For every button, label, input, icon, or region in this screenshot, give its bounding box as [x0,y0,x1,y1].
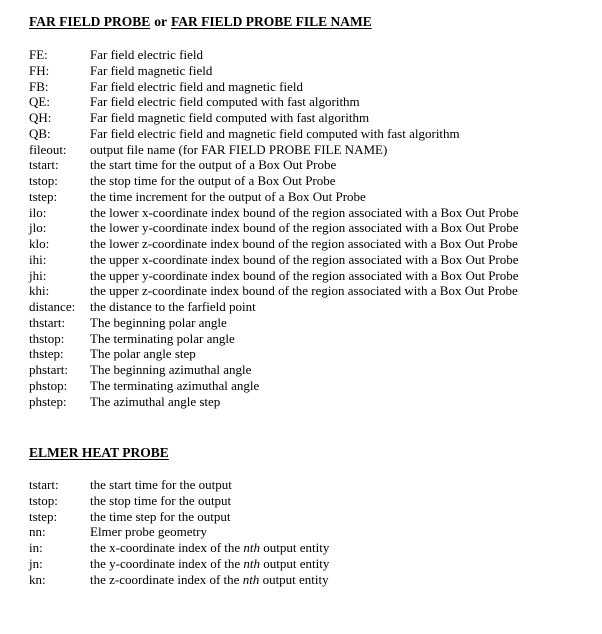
param-description: Elmer probe geometry [90,524,207,540]
param-term: tstep: [29,188,58,204]
param-term: ilo: [29,204,47,220]
desc-italic-nth: nth [242,571,260,587]
param-description [90,572,589,588]
definition-row [29,126,589,142]
param-term: tstop: [29,492,58,508]
param-description: The terminating polar angle [90,330,235,346]
param-description: The azimuthal angle step [90,393,221,409]
param-term: jhi: [29,267,47,283]
elmer-definition-list [29,477,589,587]
definition-row [29,94,589,110]
definition-row [29,346,589,362]
param-description: the start time for the output [90,477,232,492]
definition-row [29,394,589,410]
param-term: distance: [29,299,76,314]
definition-row [29,477,589,493]
definition-row [29,205,589,221]
param-description: The beginning polar angle [90,314,227,330]
definition-row [29,331,589,347]
param-term: tstep: [29,508,58,524]
desc-text-pre: the y-coordinate index of the [90,555,244,571]
definition-row [29,142,589,158]
definition-row [29,315,589,331]
param-description [90,556,589,572]
far-field-definition-list [29,47,589,409]
elmer-heading [29,445,169,461]
definition-row [29,173,589,189]
param-description: the time step for the output [90,508,231,524]
far-field-title: FAR FIELD PROBE [29,14,151,29]
param-term: kn: [29,571,46,587]
definition-row [29,220,589,236]
definition-row [29,524,589,540]
param-description: the time increment for the output of a Box Out Probe [90,188,366,204]
definition-row [29,509,589,525]
param-term: FH: [29,62,50,78]
param-term: thstop: [29,330,65,346]
param-term: fileout: [29,141,67,157]
param-term: phstop: [29,377,68,393]
definition-row [29,283,589,299]
definition-row [29,378,589,394]
param-term: khi: [29,283,50,299]
param-term: phstep: [29,393,67,409]
param-description: the start time for the output of a Box Out Probe [90,157,337,173]
param-description: Far field electric field [90,47,203,62]
definition-row [29,362,589,378]
param-term: nn: [29,524,46,540]
definition-row [29,63,589,79]
desc-text-pre: the z-coordinate index of the [90,571,243,587]
param-description: the distance to the farfield point [90,299,256,314]
param-description: Far field electric field and magnetic field [90,78,303,94]
desc-text-pre: the x-coordinate index of the [90,540,244,555]
definition-row [29,47,589,63]
param-term: tstop: [29,173,58,188]
param-description: the lower x-coordinate index bound of the region associated with a Box Out Probe [90,204,519,220]
param-term: QB: [29,125,51,141]
definition-row [29,268,589,284]
definition-row [29,252,589,268]
param-description: the lower z-coordinate index bound of the region associated with a Box Out Probe [90,236,518,251]
param-term: phstart: [29,362,68,377]
desc-italic-nth: nth [243,555,261,571]
param-description: the upper y-coordinate index bound of the region associated with a Box Out Probe [90,267,519,283]
desc-italic-nth: nth [243,540,261,555]
param-description: output file name (for FAR FIELD PROBE FILE NAME) [90,141,388,157]
param-term: tstart: [29,477,59,492]
param-description: Far field electric field computed with fast algorithm [90,94,360,110]
definition-row [29,189,589,205]
param-term: thstart: [29,314,66,330]
param-description [90,540,589,556]
param-description: the lower y-coordinate index bound of the region associated with a Box Out Probe [90,220,519,236]
desc-text-post: output entity [259,571,329,587]
param-term: tstart: [29,157,59,173]
far-field-file-name-title: FAR FIELD PROBE FILE NAME [171,14,372,29]
param-term: FB: [29,78,49,94]
desc-text-post: output entity [260,540,330,555]
param-term: thstep: [29,346,64,362]
desc-text-post: output entity [260,555,330,571]
param-description: the stop time for the output [90,492,232,508]
elmer-heat-probe-title: ELMER HEAT PROBE [29,445,169,460]
param-description: the stop time for the output of a Box Out Probe [90,173,336,188]
definition-row [29,79,589,95]
definition-row [29,110,589,126]
definition-row [29,572,589,588]
param-description: The terminating azimuthal angle [90,377,260,393]
definition-row [29,236,589,252]
definition-row [29,493,589,509]
param-term: ihi: [29,251,47,267]
definition-row [29,540,589,556]
definition-row [29,157,589,173]
definition-row [29,299,589,315]
param-term: QE: [29,94,50,110]
definition-row [29,556,589,572]
param-term: in: [29,540,43,555]
heading-or: or [154,14,168,29]
param-description: The beginning azimuthal angle [90,362,252,377]
far-field-heading [29,14,372,30]
param-description: Far field magnetic field [90,62,213,78]
param-description: Far field magnetic field computed with fast algorithm [90,110,370,125]
param-term: jlo: [29,220,47,236]
param-term: jn: [29,555,43,571]
param-description: Far field electric field and magnetic field computed with fast algorithm [90,125,460,141]
param-term: klo: [29,236,50,251]
param-description: The polar angle step [90,346,196,362]
param-term: FE: [29,47,48,62]
param-term: QH: [29,110,52,125]
param-description: the upper z-coordinate index bound of the region associated with a Box Out Probe [90,283,518,299]
param-description: the upper x-coordinate index bound of the region associated with a Box Out Probe [90,251,519,267]
